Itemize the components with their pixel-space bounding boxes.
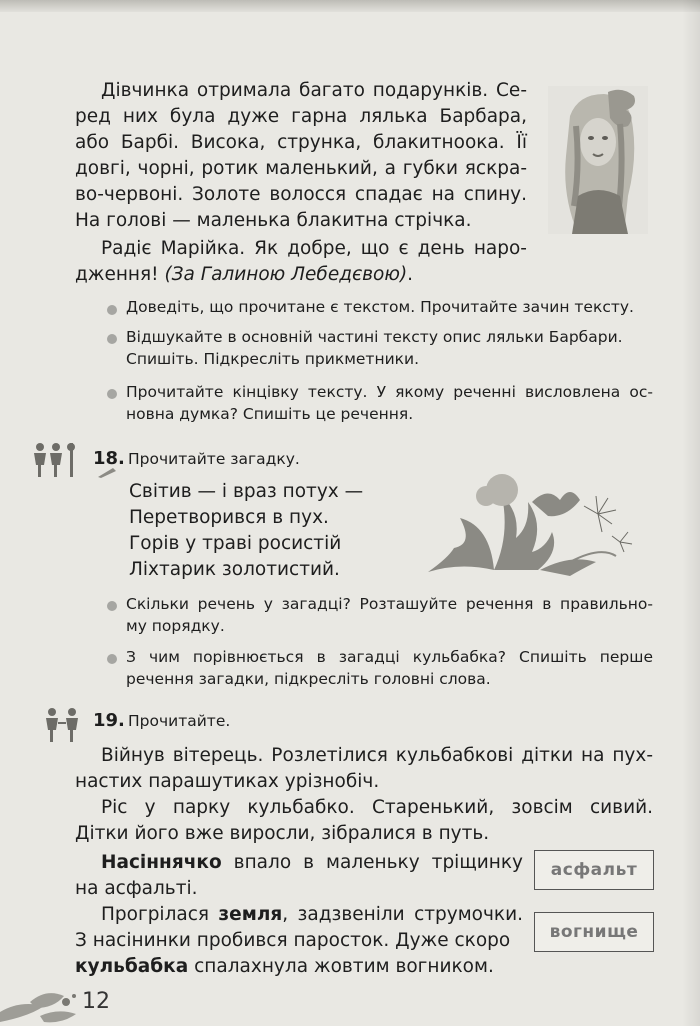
word-box-vohnyshche: вогнище bbox=[534, 912, 654, 952]
bullet bbox=[107, 654, 117, 664]
doll-picture bbox=[548, 86, 648, 234]
task-18-1b: му порядку. bbox=[126, 617, 225, 635]
ex19-line-9-rest: спалахнула жовтим вогником. bbox=[188, 956, 494, 977]
intro-line-1: Дівчинка отримала багато подарунків. Се- bbox=[101, 80, 527, 101]
ex19-line-2: настих парашутиках урізнобіч. bbox=[75, 771, 380, 792]
intro-line-3: або Барбі. Висока, струнка, блакитноока. Її bbox=[75, 132, 527, 153]
intro-line-4: довгі, чорні, ротик маленький, а губки яскра- bbox=[75, 158, 527, 179]
exercise-19-number: 19. bbox=[93, 710, 125, 731]
scan-right-shade bbox=[682, 0, 700, 1026]
bullet bbox=[107, 305, 117, 315]
scan-top-edge bbox=[0, 0, 700, 12]
task-18-2b: речення загадки, підкресліть головні слова. bbox=[126, 670, 491, 688]
ex19-line-7-post: , задзвеніли струмочки. bbox=[282, 904, 524, 925]
word-box-asfalt: асфальт bbox=[534, 850, 654, 890]
exercise-18-instruction: Прочитайте загадку. bbox=[128, 450, 300, 468]
ex19-line-4: Дітки його вже виросли, зібралися в путь. bbox=[75, 823, 490, 844]
ex19-line-1: Війнув вітерець. Розлетілися кульбабкові дітки на пух- bbox=[101, 745, 653, 766]
bullet bbox=[107, 334, 117, 344]
word-nasinniachko: Насіннячко bbox=[101, 852, 222, 873]
intro-line-7: Радіє Марійка. Як добре, що є день наро- bbox=[101, 238, 527, 259]
intro-line-8 bbox=[75, 262, 527, 288]
riddle-line-3: Горів у траві росистій bbox=[129, 533, 342, 554]
flower-decoration bbox=[0, 982, 84, 1026]
riddle-line-4: Ліхтарик золотистий. bbox=[129, 559, 340, 580]
intro-last-text: дження! bbox=[75, 264, 165, 285]
ex19-line-7-pre: Прогрілася bbox=[101, 904, 219, 925]
pair-work-icon bbox=[30, 441, 82, 477]
bullet bbox=[107, 601, 117, 611]
riddle-line-1: Світив — і враз потух — bbox=[129, 481, 364, 502]
word-zemlia: земля bbox=[218, 904, 283, 925]
pair-work-icon bbox=[40, 706, 86, 742]
ex19-line-3: Ріс у парку кульбабко. Старенький, зовсім сивий. bbox=[101, 797, 653, 818]
intro-line-5: во-червоні. Золоте волосся спадає на спину. bbox=[75, 184, 527, 205]
intro-line-2: ред них була дуже гарна лялька Барбара, bbox=[75, 106, 527, 127]
word-kulbabka: кульбабка bbox=[75, 956, 189, 977]
task-17-1: Доведіть, що прочитане є текстом. Прочитайте зачин тексту. bbox=[126, 298, 634, 316]
ex19-line-8: З насінинки пробився паросток. Дуже скоро bbox=[75, 930, 511, 951]
intro-line-6: На голові — маленька блакитна стрічка. bbox=[75, 210, 472, 231]
exercise-18-number: 18. bbox=[93, 448, 125, 469]
task-17-2a: Відшукайте в основній частині тексту опис ляльки Барбари. bbox=[126, 328, 623, 346]
task-18-2a: З чим порівнюється в загадці кульбабка? Спишіть перше bbox=[126, 648, 653, 666]
page-number: 12 bbox=[82, 989, 110, 1014]
ex19-line-5 bbox=[75, 850, 523, 876]
exercise-19-instruction: Прочитайте. bbox=[128, 712, 231, 730]
task-17-3b: новна думка? Спишіть це речення. bbox=[126, 405, 414, 423]
intro-period: . bbox=[407, 264, 414, 285]
author-credit: (За Галиною Лебедєвою) bbox=[164, 264, 408, 285]
ex19-line-6: на асфальті. bbox=[75, 878, 198, 899]
task-17-3a: Прочитайте кінцівку тексту. У якому реченні висловлена ос- bbox=[126, 383, 653, 401]
bullet bbox=[107, 389, 117, 399]
dandelion-illustration bbox=[420, 466, 642, 576]
task-18-1a: Скільки речень у загадці? Розташуйте речення в правильно- bbox=[126, 595, 653, 613]
riddle-line-2: Перетворився в пух. bbox=[129, 507, 329, 528]
ex19-line-7 bbox=[75, 902, 523, 928]
riddle bbox=[129, 479, 363, 583]
task-17-2b: Спишіть. Підкресліть прикметники. bbox=[126, 350, 420, 368]
ex19-line-9 bbox=[75, 954, 535, 980]
ex19-line-5-rest: впало в маленьку тріщинку bbox=[221, 852, 523, 873]
